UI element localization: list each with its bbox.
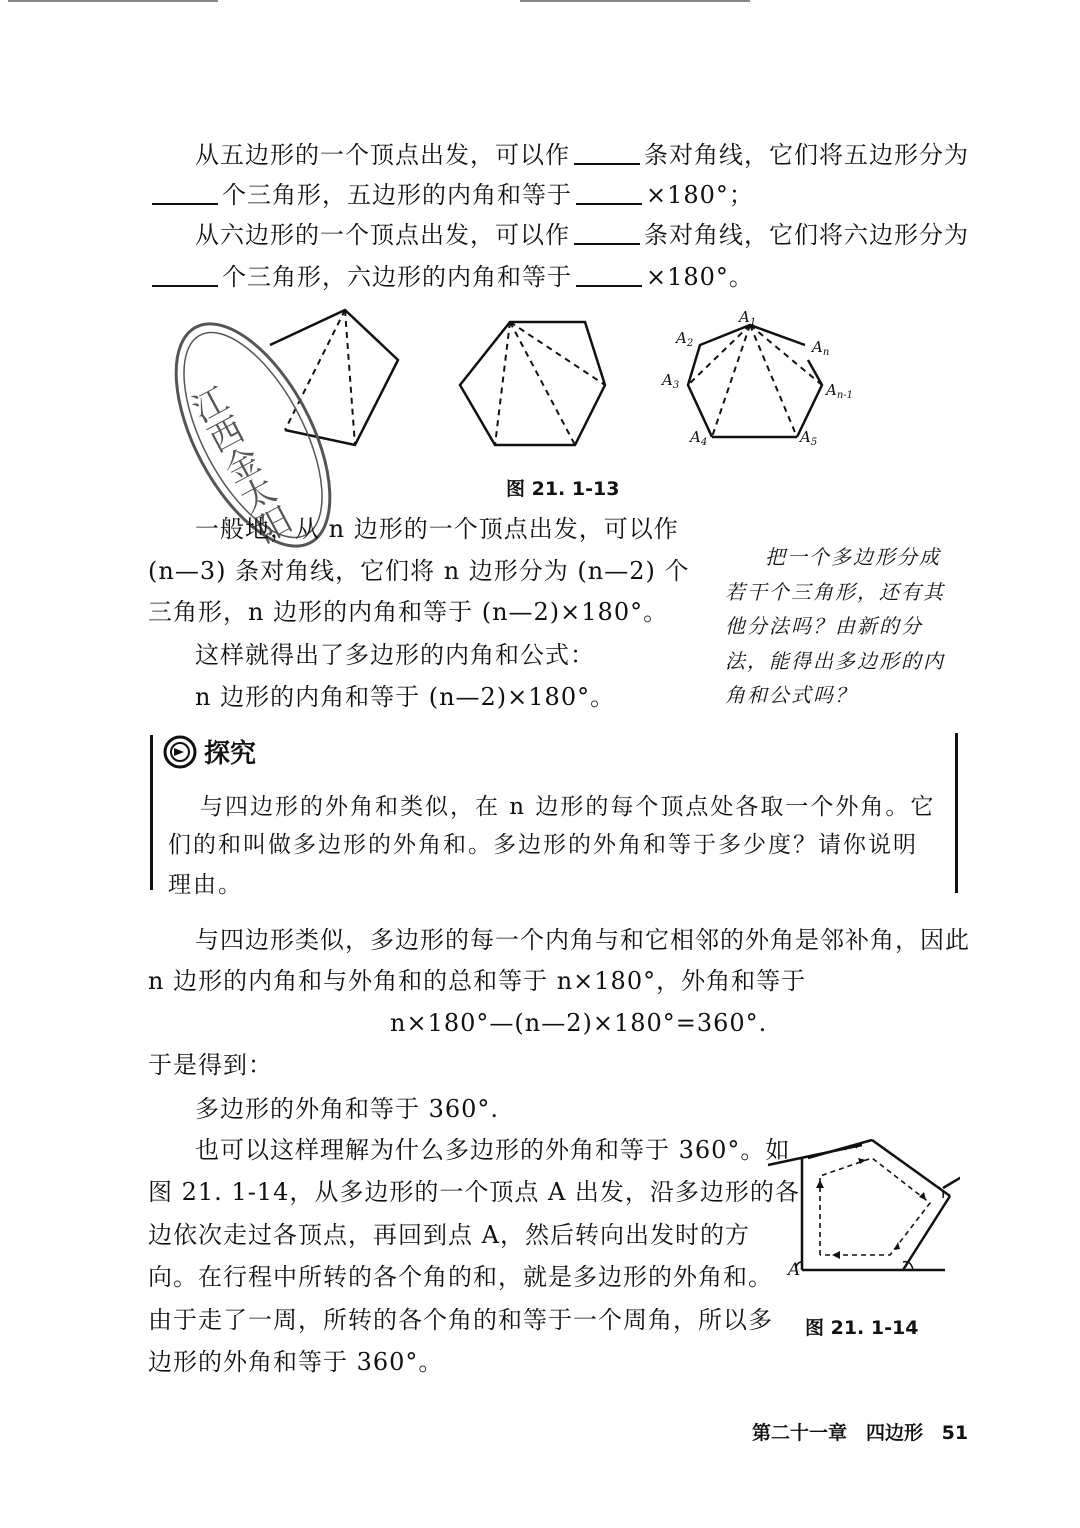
label-an: $A_n$	[812, 338, 830, 358]
paragraph-1-line-2	[148, 180, 754, 210]
general-line-2: (n—3) 条对角线，它们将 n 边形分为 (n—2) 个	[148, 557, 690, 585]
paragraph-4-line-4: 向。在行程中所转的各个角的和，就是多边形的外角和。	[148, 1263, 773, 1291]
label-a4: $A_4$	[690, 428, 708, 448]
top-edge-line	[8, 0, 218, 2]
explore-box-left-bar	[150, 735, 153, 890]
paragraph-2-line-2	[148, 262, 754, 292]
side-note-line: 把一个多边形分成	[765, 545, 941, 569]
text-run: 个三角形，五边形的内角和等于	[222, 181, 572, 209]
explore-icon	[162, 734, 198, 770]
side-note-line: 若干个三角形，还有其	[725, 579, 945, 604]
text-run: ×180°；	[646, 181, 754, 209]
explore-title: 探究	[204, 739, 257, 769]
paragraph-2-line-1	[195, 220, 969, 250]
text-run: 从六边形的一个顶点出发，可以作	[195, 221, 570, 249]
paragraph-3-line-5: 多边形的外角和等于 360°.	[195, 1095, 500, 1123]
answer-blank	[576, 181, 642, 205]
figure-14-caption: 图 21. 1-14	[805, 1317, 919, 1339]
walk-path	[820, 1158, 930, 1255]
paragraph-4-line-1: 也可以这样理解为什么多边形的外角和等于 360°。如	[195, 1136, 791, 1164]
figure-13-caption: 图 21. 1-13	[506, 478, 620, 500]
side-note-line: 他分法吗？由新的分	[725, 614, 923, 638]
page-number: 51	[941, 1422, 969, 1444]
chapter-title: 第二十一章 四边形	[752, 1422, 924, 1444]
footer	[752, 1418, 968, 1445]
text-run: 条对角线，它们将五边形分为	[644, 141, 969, 169]
n-gon-figure	[688, 325, 822, 437]
label-a2: $A_2$	[676, 329, 694, 349]
paragraph-3-line-4: 于是得到：	[148, 1051, 273, 1079]
figure-21-1-14	[760, 1130, 960, 1295]
side-note	[725, 540, 945, 713]
turn-angle-arcs	[796, 1145, 943, 1270]
text-run: 从五边形的一个顶点出发，可以作	[195, 141, 570, 169]
answer-blank	[576, 263, 642, 287]
text-run: 个三角形，六边形的内角和等于	[222, 263, 572, 291]
label-a: A	[788, 1260, 801, 1280]
answer-blank	[574, 221, 640, 245]
hexagon-figure	[460, 322, 605, 445]
general-line-4: 这样就得出了多边形的内角和公式：	[195, 641, 595, 669]
formula: n×180°—(n—2)×180°=360°.	[390, 1009, 768, 1037]
top-edge-line	[520, 0, 750, 2]
explore-box-right-bar	[955, 733, 958, 893]
paragraph-4-line-5: 由于走了一周，所转的各个角的和等于一个周角，所以多	[148, 1306, 773, 1334]
general-line-5: n 边形的内角和等于 (n—2)×180°。	[195, 683, 616, 711]
explore-header	[162, 733, 256, 770]
general-line-3: 三角形，n 边形的内角和等于 (n—2)×180°。	[148, 598, 669, 626]
paragraph-4-line-3: 边依次走过各顶点，再回到点 A，然后转向出发时的方	[148, 1221, 750, 1249]
explore-line-2: 们的和叫做多边形的外角和。多边形的外角和等于多少度？请你说明	[168, 832, 918, 858]
paragraph-3-line-1: 与四边形类似，多边形的每一个内角与和它相邻的外角是邻补角，因此	[195, 926, 970, 954]
paragraph-4-line-2: 图 21. 1-14，从多边形的一个顶点 A 出发，沿多边形的各	[148, 1178, 800, 1206]
general-line-1: 一般地，从 n 边形的一个顶点出发，可以作	[195, 515, 679, 543]
label-a3: $A_3$	[662, 371, 680, 391]
text-run: ×180°。	[646, 263, 754, 291]
paragraph-3-line-2: n 边形的内角和与外角和的总和等于 n×180°，外角和等于	[148, 967, 807, 995]
answer-blank	[152, 181, 218, 205]
explore-line-1: 与四边形的外角和类似，在 n 边形的每个顶点处各取一个外角。它	[200, 794, 936, 820]
stamp-text: 江西金太阳	[180, 380, 297, 550]
text-run: 条对角线，它们将六边形分为	[644, 221, 969, 249]
label-an-1: $A_{n-1}$	[826, 381, 854, 401]
side-note-line: 角和公式吗？	[725, 683, 857, 707]
walk-arrows	[816, 1158, 926, 1259]
side-note-line: 法，能得出多边形的内	[725, 648, 945, 673]
explore-line-3: 理由。	[168, 872, 243, 898]
answer-blank	[574, 141, 640, 165]
paragraph-4-line-6: 边形的外角和等于 360°。	[148, 1348, 444, 1376]
label-a5: $A_5$	[800, 428, 818, 448]
paragraph-1-line-1	[195, 140, 969, 170]
answer-blank	[152, 263, 218, 287]
label-a1: $A_1$	[739, 308, 757, 328]
